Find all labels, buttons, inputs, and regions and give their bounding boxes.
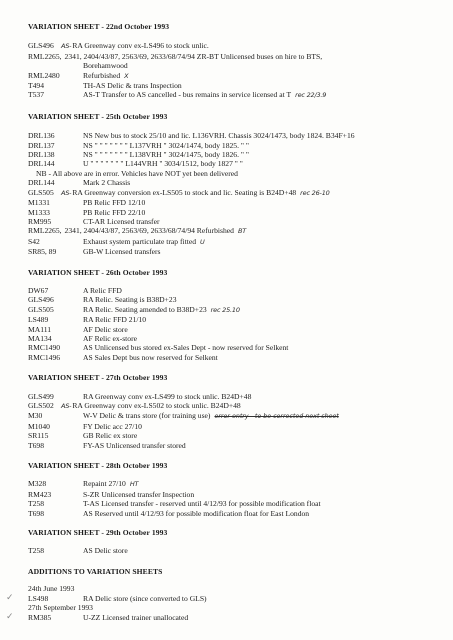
entry-description <box>65 52 443 61</box>
entry-text: U-ZZ Licensed trainer unallocated <box>83 612 189 622</box>
entry-text: TH-AS Delic & trans Inspection <box>83 81 182 91</box>
section-heading: VARIATION SHEET - 29th October 1993 <box>28 528 168 538</box>
vehicle-code: M1040 <box>28 421 50 431</box>
entry-row <box>28 188 443 198</box>
entry-row <box>28 334 443 343</box>
entry-row <box>28 509 443 518</box>
handwritten-note: AS- <box>61 188 72 197</box>
entry-row <box>28 141 443 150</box>
entry-text: AS Reserved until 4/12/93 for possible modification float for East London <box>83 508 310 518</box>
entry-row <box>28 226 443 236</box>
entry-row <box>28 325 443 334</box>
entry-text: 2341, 2404/43/87, 2563/69, 2633/68/74/94 Refurbished <box>64 226 234 236</box>
entry-row <box>28 217 443 226</box>
section-heading: VARIATION SHEET - 27th October 1993 <box>28 373 168 383</box>
entry-row <box>6 592 443 603</box>
section-heading: VARIATION SHEET - 26th October 1993 <box>28 267 168 277</box>
handwritten-note: BT <box>237 227 246 236</box>
entry-description <box>83 71 443 81</box>
entry-description <box>83 334 443 343</box>
vehicle-code: T698 <box>28 508 45 518</box>
vehicle-code <box>28 61 83 70</box>
entry-text: RA Relic. Seating amended to B38D+23 <box>83 304 207 314</box>
entry-text: NS " " " " " " " L137VRH " 3024/1474, body 1825. " " <box>83 140 250 150</box>
entry-text: AS Sales Dept bus now reserved for Selkent <box>83 352 218 362</box>
entry-description <box>83 150 443 159</box>
entry-row <box>28 431 443 440</box>
vehicle-code: M1333 <box>28 207 50 217</box>
entry-description <box>83 594 443 603</box>
entry-row <box>28 90 443 100</box>
vehicle-code: GLS505 <box>28 187 54 197</box>
entry-row <box>28 81 443 90</box>
date-subheading: 24th June 1993 <box>28 584 75 594</box>
entry-description <box>83 198 443 207</box>
entry-description <box>83 392 443 401</box>
entry-row <box>28 499 443 508</box>
handwritten-note: rec 26-10 <box>300 188 330 197</box>
entry-description <box>83 208 443 217</box>
entry-text: Repaint 27/10 <box>83 479 126 489</box>
entry-text: T-AS Licensed transfer - reserved until 4/12/93 for possible modification float <box>83 499 321 509</box>
vehicle-code: DRL144 <box>28 178 55 188</box>
entry-row <box>28 305 443 315</box>
entry-text: A Relic FFD <box>83 285 122 295</box>
vehicle-code: GLS502 <box>28 401 54 410</box>
handwritten-note: AS- <box>61 42 72 51</box>
entry-text: Mark 2 Chassis <box>83 178 131 188</box>
entry-description <box>61 187 443 198</box>
vehicle-code: T258 <box>28 546 45 556</box>
handwritten-note: rec 25.10 <box>210 305 240 314</box>
entry-description <box>61 41 443 51</box>
vehicle-code: RML2265, <box>28 51 62 61</box>
entry-description <box>83 353 443 362</box>
vehicle-code: LS498 <box>28 593 49 603</box>
entry-text: FY-AS Unlicensed transfer stored <box>83 440 186 450</box>
entry-text: RA Greenway conv ex-LS496 to stock unlic. <box>72 41 209 51</box>
date-subheading: 27th September 1993 <box>28 603 93 613</box>
entry-text: GB-W Licensed transfers <box>83 247 161 257</box>
vehicle-code: DRL144 <box>28 159 55 169</box>
vehicle-code: DW67 <box>28 285 49 295</box>
entry-description <box>83 613 443 622</box>
entry-row <box>6 611 443 622</box>
vehicle-code: S42 <box>28 236 40 246</box>
entry-description <box>83 411 443 421</box>
entry-text: RA Greenway conv ex-LS502 to stock unlic. B24D+48 <box>72 401 241 410</box>
vehicle-code: DRL137 <box>28 140 55 150</box>
vehicle-code: RMC1496 <box>28 352 61 362</box>
check-mark-icon: ✓ <box>6 592 14 603</box>
entry-description <box>83 90 443 100</box>
vehicle-code: RM423 <box>28 489 52 499</box>
entry-description <box>83 490 443 499</box>
vehicle-code: MA134 <box>28 333 52 343</box>
entry-text: NS " " " " " " " L138VRH " 3024/1475, body 1826. " " <box>83 150 250 160</box>
entry-text: FY Delic acc 27/10 <box>83 421 142 431</box>
vehicle-code: LS489 <box>28 315 49 325</box>
entry-row <box>28 52 443 61</box>
vehicle-code: RML2480 <box>28 70 60 80</box>
vehicle-code: M30 <box>28 411 43 421</box>
entry-description <box>83 343 443 352</box>
entry-row <box>28 490 443 499</box>
vehicle-code: GLS496 <box>28 41 54 51</box>
entry-text: AS Unlicensed bus stored ex-Sales Dept - now reserved for Selkent <box>83 343 289 353</box>
vehicle-code: GLS496 <box>28 295 54 305</box>
entry-text: PB Relic FFD 22/10 <box>83 207 146 217</box>
entry-row <box>28 247 443 256</box>
section-heading: VARIATION SHEET - 28th October 1993 <box>28 461 168 471</box>
entry-text: S-ZR Unlicensed transfer Inspection <box>83 489 195 499</box>
entry-row <box>28 479 443 489</box>
entry-description <box>83 441 443 450</box>
vehicle-code: DRL138 <box>28 150 55 160</box>
handwritten-note: HT <box>129 480 139 489</box>
entry-text: RA Greenway conv ex-LS499 to stock unlic. B24D+48 <box>83 391 252 401</box>
entry-row <box>28 441 443 450</box>
entry-row <box>28 286 443 295</box>
entry-text: PB Relic FFD 12/10 <box>83 198 146 208</box>
vehicle-code: T258 <box>28 499 45 509</box>
entry-row <box>28 315 443 324</box>
entry-text: CT-AR Licensed transfer <box>83 216 160 226</box>
entry-text: Exhaust system particulate trap fitted <box>83 236 197 246</box>
entry-row <box>28 198 443 207</box>
section-heading: VARIATION SHEET - 25th October 1993 <box>28 111 168 121</box>
entry-row <box>28 603 443 612</box>
entry-text: NS New bus to stock 25/10 and lic. L136VRH. Chassis 3024/1473, body 1824. B34F+16 <box>83 131 355 141</box>
entry-description <box>83 217 443 226</box>
entry-description <box>83 546 443 555</box>
entry-row <box>28 71 443 81</box>
entry-text: AF Relic ex-store <box>83 333 137 343</box>
handwritten-note: AS- <box>61 402 72 410</box>
vehicle-code: T537 <box>28 90 45 100</box>
entry-description <box>83 237 443 247</box>
entry-description <box>83 141 443 150</box>
entry-row <box>28 422 443 431</box>
entry-row <box>28 392 443 401</box>
entry-description <box>83 499 443 508</box>
section-heading: VARIATION SHEET - 22nd October 1993 <box>28 22 170 31</box>
check-mark-icon: ✓ <box>6 611 14 622</box>
entry-row <box>28 169 443 178</box>
vehicle-code: DRL136 <box>28 131 55 141</box>
entry-row <box>28 61 443 70</box>
nb-note: NB - All above are in error. Vehicles have NOT yet been delivered <box>36 168 238 178</box>
entry-description <box>83 286 443 295</box>
vehicle-code: MA111 <box>28 324 52 334</box>
entry-description <box>83 178 443 187</box>
struck-out-note: error entry - to be corrected next sheet <box>214 413 339 421</box>
vehicle-code: RML2265, <box>28 226 62 236</box>
entry-text: W-V Delic & trans store (for training use) <box>83 411 211 421</box>
vehicle-code: M328 <box>28 479 47 489</box>
entry-row <box>28 401 443 411</box>
entry-description <box>65 226 443 236</box>
entry-row <box>28 237 443 247</box>
entry-description <box>83 81 443 90</box>
entry-description <box>83 295 443 304</box>
entry-description <box>83 305 443 315</box>
entry-row <box>28 353 443 362</box>
entry-text: AS Delic store <box>83 546 128 556</box>
handwritten-note: X <box>124 71 129 80</box>
entry-text: RA Greenway conversion ex-LS505 to stock and lic. Seating is B24D+48 <box>72 187 297 197</box>
entry-row <box>28 584 443 593</box>
entry-description <box>83 422 443 431</box>
entry-text: AF Delic store <box>83 324 128 334</box>
entry-description <box>83 131 443 140</box>
vehicle-code: T698 <box>28 440 45 450</box>
handwritten-note: rec 22/3.9 <box>295 91 327 100</box>
entry-description <box>83 61 443 70</box>
entry-description <box>83 431 443 440</box>
entry-description <box>83 479 443 489</box>
entry-text: Refurbished <box>83 70 121 80</box>
vehicle-code: SR115 <box>28 431 49 441</box>
entry-description <box>83 315 443 324</box>
entry-row <box>28 295 443 304</box>
entry-row <box>28 131 443 140</box>
entry-row <box>28 178 443 187</box>
entry-text: RA Delic store (since converted to GLS) <box>83 593 207 603</box>
entry-row <box>28 343 443 352</box>
entry-row <box>28 41 443 51</box>
vehicle-code: RM385 <box>28 612 52 622</box>
handwritten-note: U <box>200 237 205 246</box>
vehicle-code: RM995 <box>28 216 52 226</box>
entry-description <box>83 159 443 168</box>
vehicle-code: M1331 <box>28 198 50 208</box>
vehicle-code: RMC1490 <box>28 343 61 353</box>
section-heading: ADDITIONS TO VARIATION SHEETS <box>28 566 163 576</box>
entry-row <box>28 208 443 217</box>
entry-row <box>28 546 443 555</box>
entry-text: U " " " " " " " L144VRH " 3034/1512, body 1827 " " <box>83 159 243 169</box>
entry-row <box>28 411 443 421</box>
vehicle-code: T494 <box>28 81 45 91</box>
entry-text: Borehamwood <box>83 61 128 71</box>
vehicle-code: GLS499 <box>28 391 54 401</box>
entry-description <box>83 509 443 518</box>
entry-description <box>83 325 443 334</box>
entry-text: GB Relic ex store <box>83 431 138 441</box>
entry-row <box>28 150 443 159</box>
vehicle-code: SR85, 89 <box>28 247 57 257</box>
entry-text: RA Relic. Seating is B38D+23 <box>83 295 177 305</box>
entry-text: RA Relic FFD 21/10 <box>83 315 147 325</box>
entry-description <box>61 401 443 411</box>
vehicle-code: GLS505 <box>28 304 54 314</box>
entry-description <box>83 247 443 256</box>
entry-row <box>28 159 443 168</box>
entry-text: 2341, 2404/43/87, 2563/69, 2633/68/74/94 ZR-BT Unlicensed buses on hire to BTS, <box>64 51 323 61</box>
entry-text: AS-T Transfer to AS cancelled - bus remains in service licensed at T <box>83 90 292 100</box>
